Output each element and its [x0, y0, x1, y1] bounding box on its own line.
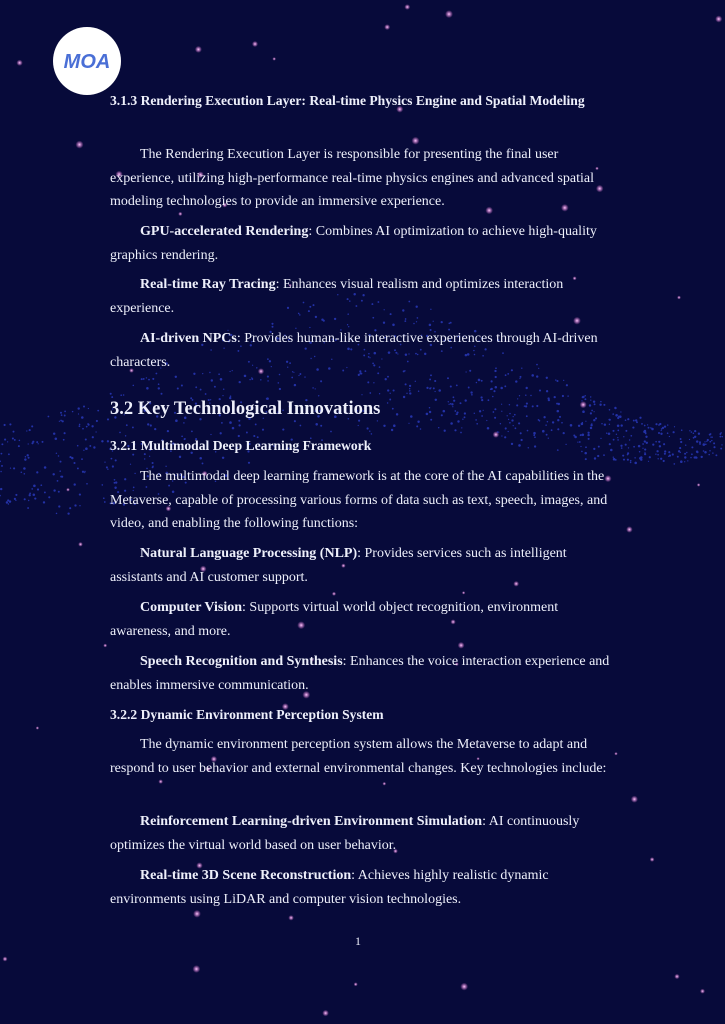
section-3-2-2-heading: 3.2.2 Dynamic Environment Perception System	[110, 707, 384, 722]
section-3-1-3-intro: The Rendering Execution Layer is responsible for presenting the final user experience, utilizing high-performance real-time physics engines and advanced spatial modeling technologies to provide an immersive experience.	[110, 147, 594, 209]
moa-logo	[53, 27, 121, 95]
list-item: Computer Vision: Supports virtual world object recognition, environment awareness, and more.	[110, 600, 559, 639]
list-item: Real-time 3D Scene Reconstruction: Achieves highly realistic dynamic environments using LiDAR and computer vision technologies.	[110, 868, 549, 907]
page-number: 1	[355, 934, 361, 948]
list-item: Natural Language Processing (NLP): Provides services such as intelligent assistants and AI customer support.	[110, 546, 567, 585]
section-3-2-2-intro: The dynamic environment perception system allows the Metaverse to adapt and respond to user behavior and external environmental changes. Key technologies include:	[110, 737, 607, 776]
list-item: Speech Recognition and Synthesis: Enhances the voice interaction experience and enables immersive communication.	[110, 654, 610, 693]
list-item: AI-driven NPCs: Provides human-like interactive experiences through AI-driven characters.	[110, 331, 598, 370]
section-3-2-1-intro: The multimodal deep learning framework is at the core of the AI capabilities in the Metaverse, capable of processing various forms of data such as text, speech, images, and video, and enabling the following functions:	[110, 469, 608, 531]
list-item: Real-time Ray Tracing: Enhances visual realism and optimizes interaction experience.	[110, 277, 564, 316]
section-3-2-1-heading: 3.2.1 Multimodal Deep Learning Framework	[110, 438, 372, 453]
list-item: Reinforcement Learning-driven Environment Simulation: AI continuously optimizes the virtual world based on user behavior.	[110, 814, 580, 853]
svg-text:MOA: MOA	[63, 51, 111, 72]
moa-logo-mark	[59, 50, 115, 72]
section-3-2-heading: 3.2 Key Technological Innovations	[110, 399, 381, 419]
list-item: GPU-accelerated Rendering: Combines AI optimization to achieve high-quality graphics rendering.	[110, 224, 597, 263]
section-3-1-3-heading: 3.1.3 Rendering Execution Layer: Real-time Physics Engine and Spatial Modeling	[110, 93, 585, 108]
